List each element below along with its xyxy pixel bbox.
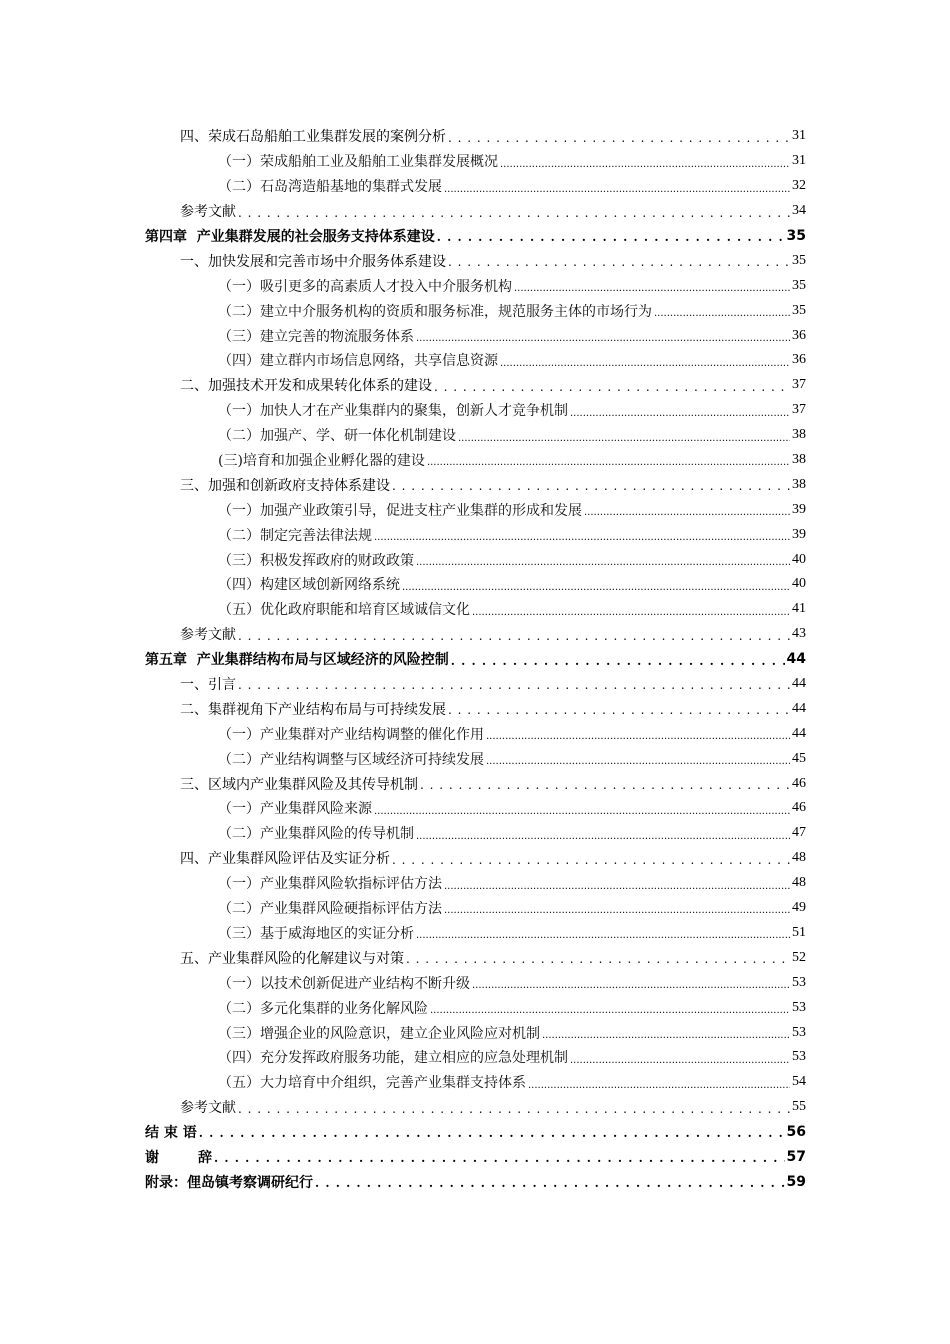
toc-page-number: 38 (792, 476, 806, 492)
dot-leader (402, 575, 790, 594)
toc-page-number: 47 (792, 825, 806, 841)
dot-leader (430, 998, 790, 1017)
toc-page-number: 52 (792, 949, 806, 965)
toc-entry-sub[interactable] (0, 1020, 950, 1045)
dot-leader (315, 1172, 785, 1191)
dot-leader (427, 450, 790, 469)
dot-leader (528, 1073, 790, 1092)
toc-entry-sub[interactable] (0, 497, 950, 522)
dot-leader (542, 1023, 790, 1042)
dot-leader (500, 351, 790, 370)
toc-entry-sub[interactable] (0, 721, 950, 746)
toc-entry-section[interactable] (0, 771, 950, 796)
toc-entry-title: 四、产业集群风险评估及实证分析 (180, 851, 390, 868)
toc-entry-title: （三）积极发挥政府的财政政策 (218, 552, 414, 569)
dot-leader (238, 1098, 790, 1117)
toc-entry-sub[interactable] (0, 348, 950, 373)
dot-leader (570, 1048, 790, 1067)
table-of-contents (0, 124, 950, 1194)
toc-page-number: 34 (792, 203, 806, 219)
dot-leader (570, 401, 790, 420)
toc-entry-title: (三)培育和加强企业孵化器的建设 (218, 453, 425, 470)
toc-entry-title: 谢 辞 (145, 1149, 212, 1166)
dot-leader (437, 226, 785, 245)
toc-entry-ref[interactable] (0, 1095, 950, 1120)
toc-entry-title: （一）以技术创新促进产业结构不断升级 (218, 975, 470, 992)
toc-page-number: 36 (792, 352, 806, 368)
toc-entry-sub[interactable] (0, 572, 950, 597)
dot-leader (374, 525, 790, 544)
dot-leader (416, 326, 790, 345)
toc-page-number: 39 (792, 501, 806, 517)
toc-entry-sub[interactable] (0, 1070, 950, 1095)
toc-entry-sub[interactable] (0, 398, 950, 423)
toc-entry-title: （一）加强产业政策引导，促进支柱产业集群的形成和发展 (218, 502, 582, 519)
toc-page-number: 35 (792, 277, 806, 293)
toc-entry-section[interactable] (0, 846, 950, 871)
toc-entry-title: 结 束 语 (145, 1125, 197, 1142)
dot-leader (654, 301, 790, 320)
toc-page-number: 44 (786, 651, 806, 668)
toc-entry-title: （一）荣成船舶工业及船舶工业集群发展概况 (218, 154, 498, 171)
dot-leader (444, 177, 790, 196)
toc-entry-title: （二）产业集群风险的传导机制 (218, 826, 414, 843)
dot-leader (416, 550, 790, 569)
toc-entry-title: （二）加强产、学、研一体化机制建设 (218, 428, 456, 445)
toc-entry-title: 一、加快发展和完善市场中介服务体系建设 (180, 253, 446, 270)
toc-page-number: 37 (792, 402, 806, 418)
toc-entry-section[interactable] (0, 672, 950, 697)
toc-entry-title: （二）产业结构调整与区域经济可持续发展 (218, 751, 484, 768)
dot-leader (448, 127, 790, 146)
toc-entry-section[interactable] (0, 373, 950, 398)
dot-leader (392, 475, 790, 494)
toc-entry-title: （一）产业集群风险来源 (218, 801, 372, 818)
toc-entry-title: （三）建立完善的物流服务体系 (218, 328, 414, 345)
toc-entry-title: 三、区域内产业集群风险及其传导机制 (180, 776, 418, 793)
toc-entry-title: 四、荣成石岛船舶工业集群发展的案例分析 (180, 129, 446, 146)
toc-page-number: 40 (792, 551, 806, 567)
toc-entry-sub[interactable] (0, 995, 950, 1020)
toc-entry-chapter[interactable] (0, 224, 950, 249)
dot-leader (406, 948, 790, 967)
toc-entry-sub[interactable] (0, 149, 950, 174)
toc-entry-sub[interactable] (0, 796, 950, 821)
dot-leader (416, 824, 790, 843)
toc-entry-chapter[interactable] (0, 1169, 950, 1194)
toc-page-number: 45 (792, 750, 806, 766)
dot-leader (434, 376, 790, 395)
toc-page-number: 59 (786, 1173, 806, 1190)
toc-entry-title: （五）优化政府职能和培育区域诚信文化 (218, 602, 470, 619)
toc-entry-title: （二）建立中介服务机构的资质和服务标准，规范服务主体的市场行为 (218, 303, 652, 320)
toc-page-number: 44 (792, 700, 806, 716)
toc-entry-title: （二）石岛湾造船基地的集群式发展 (218, 179, 442, 196)
toc-entry-title: （三）基于威海地区的实证分析 (218, 925, 414, 942)
dot-leader (420, 774, 790, 793)
toc-page-number: 48 (792, 850, 806, 866)
dot-leader (392, 849, 790, 868)
toc-entry-title: 第五章 产业集群结构布局与区域经济的风险控制 (145, 652, 449, 669)
dot-leader (451, 650, 785, 669)
toc-entry-sub[interactable] (0, 273, 950, 298)
toc-entry-sub[interactable] (0, 1045, 950, 1070)
toc-entry-sub[interactable] (0, 821, 950, 846)
toc-page-number: 44 (792, 725, 806, 741)
dot-leader (514, 276, 790, 295)
toc-page-number: 36 (792, 327, 806, 343)
toc-entry-title: 参考文献 (180, 1100, 236, 1117)
toc-page-number: 31 (792, 153, 806, 169)
toc-page-number: 35 (792, 302, 806, 318)
toc-entry-title: 二、集群视角下产业结构布局与可持续发展 (180, 701, 446, 718)
toc-entry-title: 一、引言 (180, 677, 236, 694)
toc-entry-title: （四）建立群内市场信息网络，共享信息资源 (218, 353, 498, 370)
dot-leader (238, 674, 790, 693)
dot-leader (486, 724, 790, 743)
toc-page-number: 38 (792, 427, 806, 443)
dot-leader (444, 874, 790, 893)
toc-entry-title: 附录：俚岛镇考察调研纪行 (145, 1174, 313, 1191)
toc-entry-chapter[interactable] (0, 1120, 950, 1145)
toc-page-number: 51 (792, 924, 806, 940)
toc-page-number: 46 (792, 800, 806, 816)
toc-page-number: 38 (792, 452, 806, 468)
toc-page-number: 49 (792, 900, 806, 916)
toc-entry-sub[interactable] (0, 423, 950, 448)
toc-page-number: 39 (792, 526, 806, 542)
dot-leader (472, 600, 790, 619)
toc-entry-section[interactable] (0, 696, 950, 721)
dot-leader (448, 699, 790, 718)
toc-entry-sub[interactable] (0, 174, 950, 199)
toc-entry-title: 参考文献 (180, 204, 236, 221)
toc-entry-ref[interactable] (0, 199, 950, 224)
toc-page-number: 43 (792, 626, 806, 642)
toc-entry-title: 三、加强和创新政府支持体系建设 (180, 477, 390, 494)
toc-entry-title: （四）充分发挥政府服务功能，建立相应的应急处理机制 (218, 1050, 568, 1067)
toc-entry-sub[interactable] (0, 547, 950, 572)
toc-entry-title: （二）制定完善法律法规 (218, 527, 372, 544)
dot-leader (458, 426, 790, 445)
toc-entry-sub[interactable] (0, 448, 950, 473)
toc-entry-sub[interactable] (0, 921, 950, 946)
toc-entry-title: （二）多元化集群的业务化解风险 (218, 1000, 428, 1017)
toc-page-number: 53 (792, 1024, 806, 1040)
dot-leader (416, 923, 790, 942)
toc-entry-title: （一）产业集群风险软指标评估方法 (218, 876, 442, 893)
toc-page-number: 44 (792, 676, 806, 692)
toc-page-number: 53 (792, 974, 806, 990)
toc-page-number: 37 (792, 377, 806, 393)
toc-page-number: 53 (792, 999, 806, 1015)
toc-page-number: 57 (786, 1148, 806, 1165)
toc-entry-sub[interactable] (0, 970, 950, 995)
dot-leader (374, 799, 790, 818)
toc-entry-section[interactable] (0, 472, 950, 497)
toc-page-number: 32 (792, 178, 806, 194)
toc-entry-chapter[interactable] (0, 647, 950, 672)
dot-leader (584, 500, 790, 519)
toc-entry-section[interactable] (0, 945, 950, 970)
dot-leader (486, 749, 790, 768)
dot-leader (238, 202, 790, 221)
toc-page-number: 35 (792, 252, 806, 268)
toc-entry-title: （四）构建区域创新网络系统 (218, 577, 400, 594)
toc-entry-section[interactable] (0, 248, 950, 273)
toc-page-number: 41 (792, 601, 806, 617)
dot-leader (214, 1147, 785, 1166)
dot-leader (444, 898, 790, 917)
toc-entry-title: （一）加快人才在产业集群内的聚集，创新人才竞争机制 (218, 403, 568, 420)
dot-leader (500, 152, 790, 171)
toc-page-number: 35 (786, 228, 806, 244)
toc-entry-title: 五、产业集群风险的化解建议与对策 (180, 950, 404, 967)
toc-entry-sub[interactable] (0, 871, 950, 896)
toc-page-number: 55 (792, 1099, 806, 1115)
dot-leader (238, 625, 790, 644)
toc-entry-sub[interactable] (0, 298, 950, 323)
toc-entry-ref[interactable] (0, 622, 950, 647)
toc-entry-title: 参考文献 (180, 627, 236, 644)
dot-leader (199, 1122, 785, 1141)
toc-entry-title: （三）增强企业的风险意识，建立企业风险应对机制 (218, 1025, 540, 1042)
toc-entry-title: （一）吸引更多的高素质人才投入中介服务机构 (218, 278, 512, 295)
toc-page-number: 56 (786, 1124, 806, 1141)
dot-leader (448, 251, 790, 270)
toc-page-number: 40 (792, 576, 806, 592)
toc-entry-sub[interactable] (0, 746, 950, 771)
toc-page-number: 31 (792, 128, 806, 144)
toc-page-number: 46 (792, 775, 806, 791)
toc-page-number: 48 (792, 875, 806, 891)
toc-entry-sub[interactable] (0, 522, 950, 547)
toc-entry-title: （二）产业集群风险硬指标评估方法 (218, 901, 442, 918)
toc-entry-title: 第四章 产业集群发展的社会服务支持体系建设 (145, 229, 435, 245)
toc-entry-title: （五）大力培育中介组织，完善产业集群支持体系 (218, 1075, 526, 1092)
toc-entry-chapter[interactable] (0, 1145, 950, 1170)
toc-entry-sub[interactable] (0, 896, 950, 921)
toc-entry-sub[interactable] (0, 323, 950, 348)
toc-entry-title: （一）产业集群对产业结构调整的催化作用 (218, 726, 484, 743)
toc-page-number: 54 (792, 1074, 806, 1090)
toc-entry-section[interactable] (0, 124, 950, 149)
toc-entry-title: 二、加强技术开发和成果转化体系的建设 (180, 378, 432, 395)
toc-entry-sub[interactable] (0, 597, 950, 622)
toc-page-number: 53 (792, 1049, 806, 1065)
dot-leader (472, 973, 790, 992)
